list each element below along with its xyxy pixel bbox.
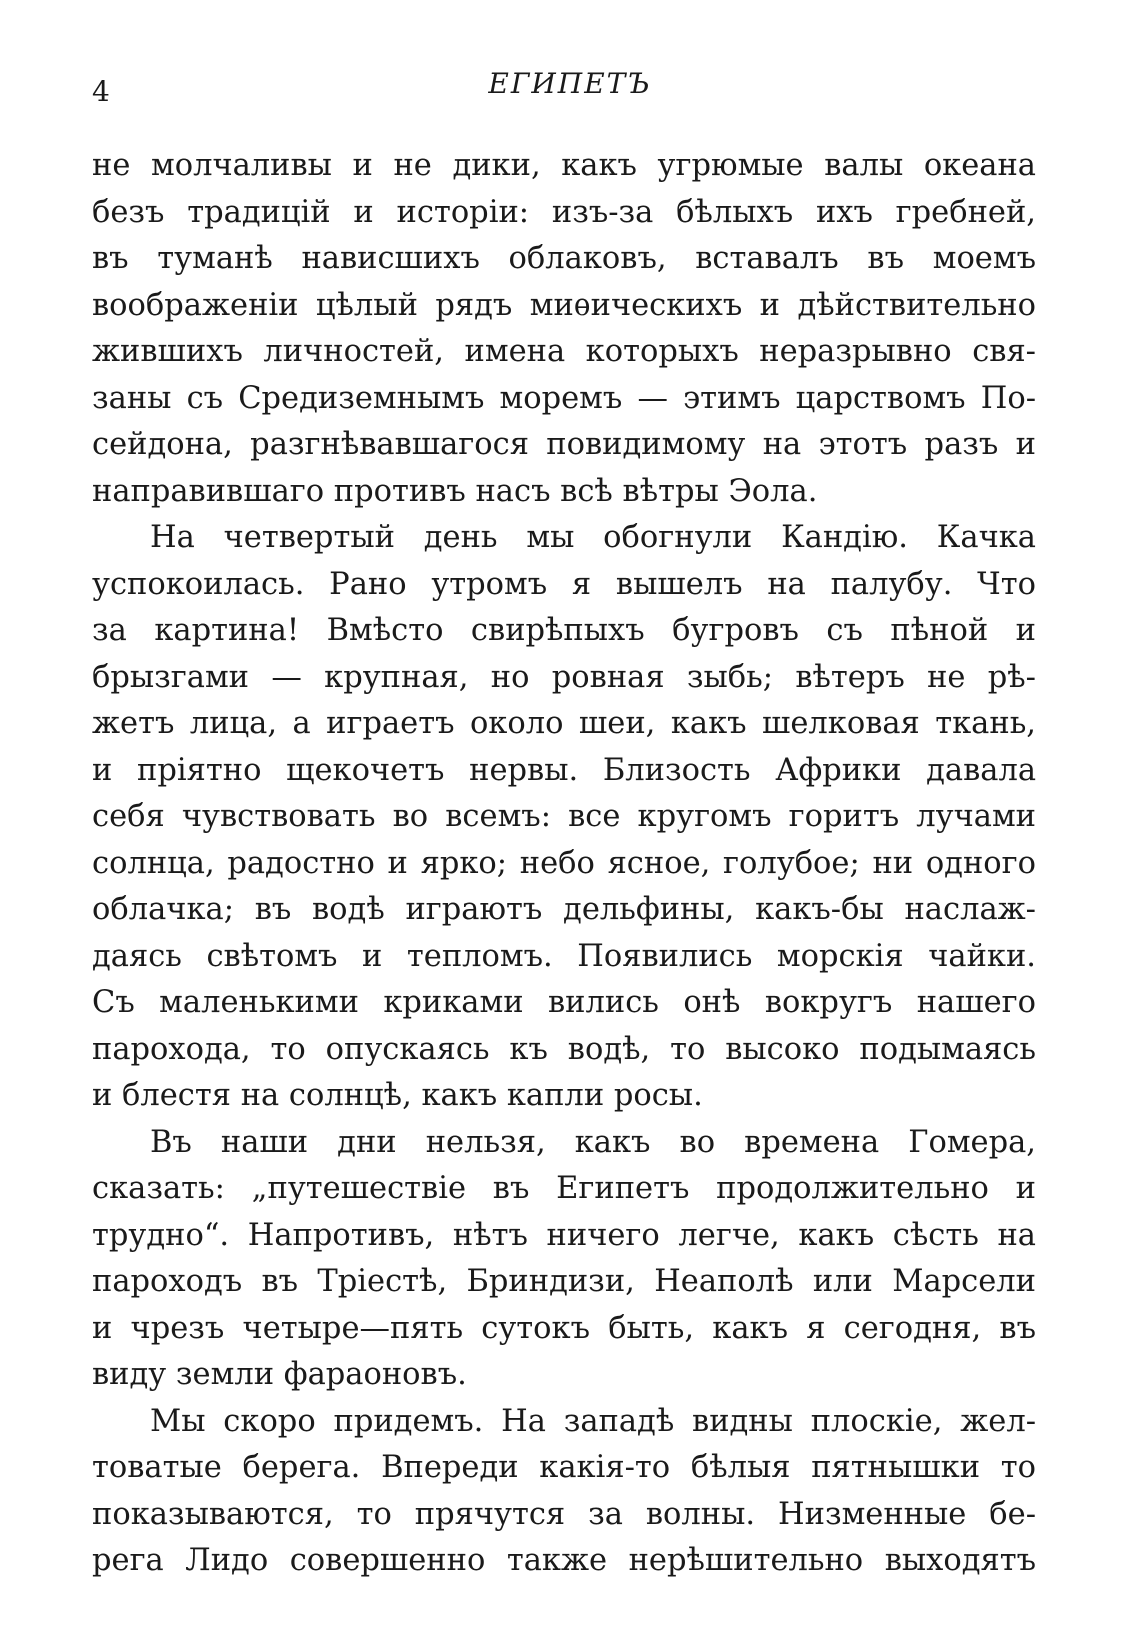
text-line: виду земли фараоновъ.: [92, 1357, 467, 1392]
text-line: Съ маленькими криками вились онѣ вокругъ нашего: [92, 985, 1036, 1020]
text-line: сейдона, разгнѣвавшагося повидимому на этотъ разъ и: [92, 427, 1036, 462]
text-line: успокоилась. Рано утромъ я вышелъ на палубу. Что: [92, 566, 1036, 602]
page-number: 4: [92, 75, 110, 108]
text-line: солнца, радостно и ярко; небо ясное, голубое; ни одного: [92, 845, 1036, 881]
paragraph-4: [92, 1399, 1036, 1585]
text-line: себя чувствовать во всемъ: все кругомъ горитъ лучами: [92, 799, 1036, 834]
text-line: пароходъ въ Тріестѣ, Бриндизи, Неаполѣ или Марсели: [92, 1264, 1036, 1299]
text-line: направившаго противъ насъ всѣ вѣтры Эола.: [92, 473, 818, 509]
running-title: ЕГИПЕТЪ: [488, 67, 652, 100]
text-line: не молчаливы и не дики, какъ угрюмые валы океана: [92, 148, 1036, 183]
text-line: безъ традицій и исторіи: изъ-за бѣлыхъ ихъ гребней,: [92, 194, 1036, 230]
text-line: воображеніи цѣлый рядъ миѳическихъ и дѣйствительно: [92, 287, 1036, 323]
text-line: и блестя на солнцѣ, какъ капли росы.: [92, 1078, 703, 1113]
text-line: даясь свѣтомъ и тепломъ. Появились морскія чайки.: [92, 938, 1036, 974]
text-line: На четвертый день мы обогнули Кандію. Качка: [150, 520, 1036, 555]
text-line: Мы скоро придемъ. На западѣ видны плоскіе, жел-: [150, 1403, 1036, 1439]
text-line: облачка; въ водѣ играютъ дельфины, какъ-бы наслаж-: [92, 892, 1036, 927]
text-line: рега Лидо совершенно также нерѣшительно выходятъ: [92, 1543, 1036, 1578]
text-line: товатые берега. Впереди какія-то бѣлыя пятнышки то: [92, 1450, 1036, 1485]
body-text: [92, 143, 1036, 1585]
text-line: за картина! Вмѣсто свирѣпыхъ бугровъ съ пѣной и: [92, 613, 1036, 648]
paragraph-3: [92, 1120, 1036, 1399]
text-line: заны съ Средиземнымъ моремъ — этимъ царствомъ По-: [92, 380, 1036, 416]
text-line: и пріятно щекочетъ нервы. Близость Африки давала: [92, 752, 1036, 788]
text-line: сказать: „путешествіе въ Египетъ продолжительно и: [92, 1171, 1036, 1206]
text-line: жетъ лица, а играетъ около шеи, какъ шелковая ткань,: [92, 706, 1036, 741]
text-line: въ туманѣ нависшихъ облаковъ, вставалъ въ моемъ: [92, 241, 1036, 276]
text-line: жившихъ личностей, имена которыхъ неразрывно свя-: [92, 334, 1036, 369]
text-line: трудно“. Напротивъ, нѣтъ ничего легче, какъ сѣсть на: [92, 1217, 1036, 1253]
text-line: Въ наши дни нельзя, какъ во времена Гомера,: [150, 1124, 1036, 1160]
text-line: показываются, то прячутся за волны. Низменные бе-: [92, 1496, 1036, 1532]
paragraph-1: [92, 143, 1036, 515]
text-line: брызгами — крупная, но ровная зыбь; вѣтеръ не рѣ-: [92, 659, 1036, 695]
text-line: и чрезъ четыре—пять сутокъ быть, какъ я сегодня, въ: [92, 1310, 1036, 1346]
paragraph-2: [92, 515, 1036, 1120]
text-line: парохода, то опускаясь къ водѣ, то высоко подымаясь: [92, 1031, 1036, 1067]
